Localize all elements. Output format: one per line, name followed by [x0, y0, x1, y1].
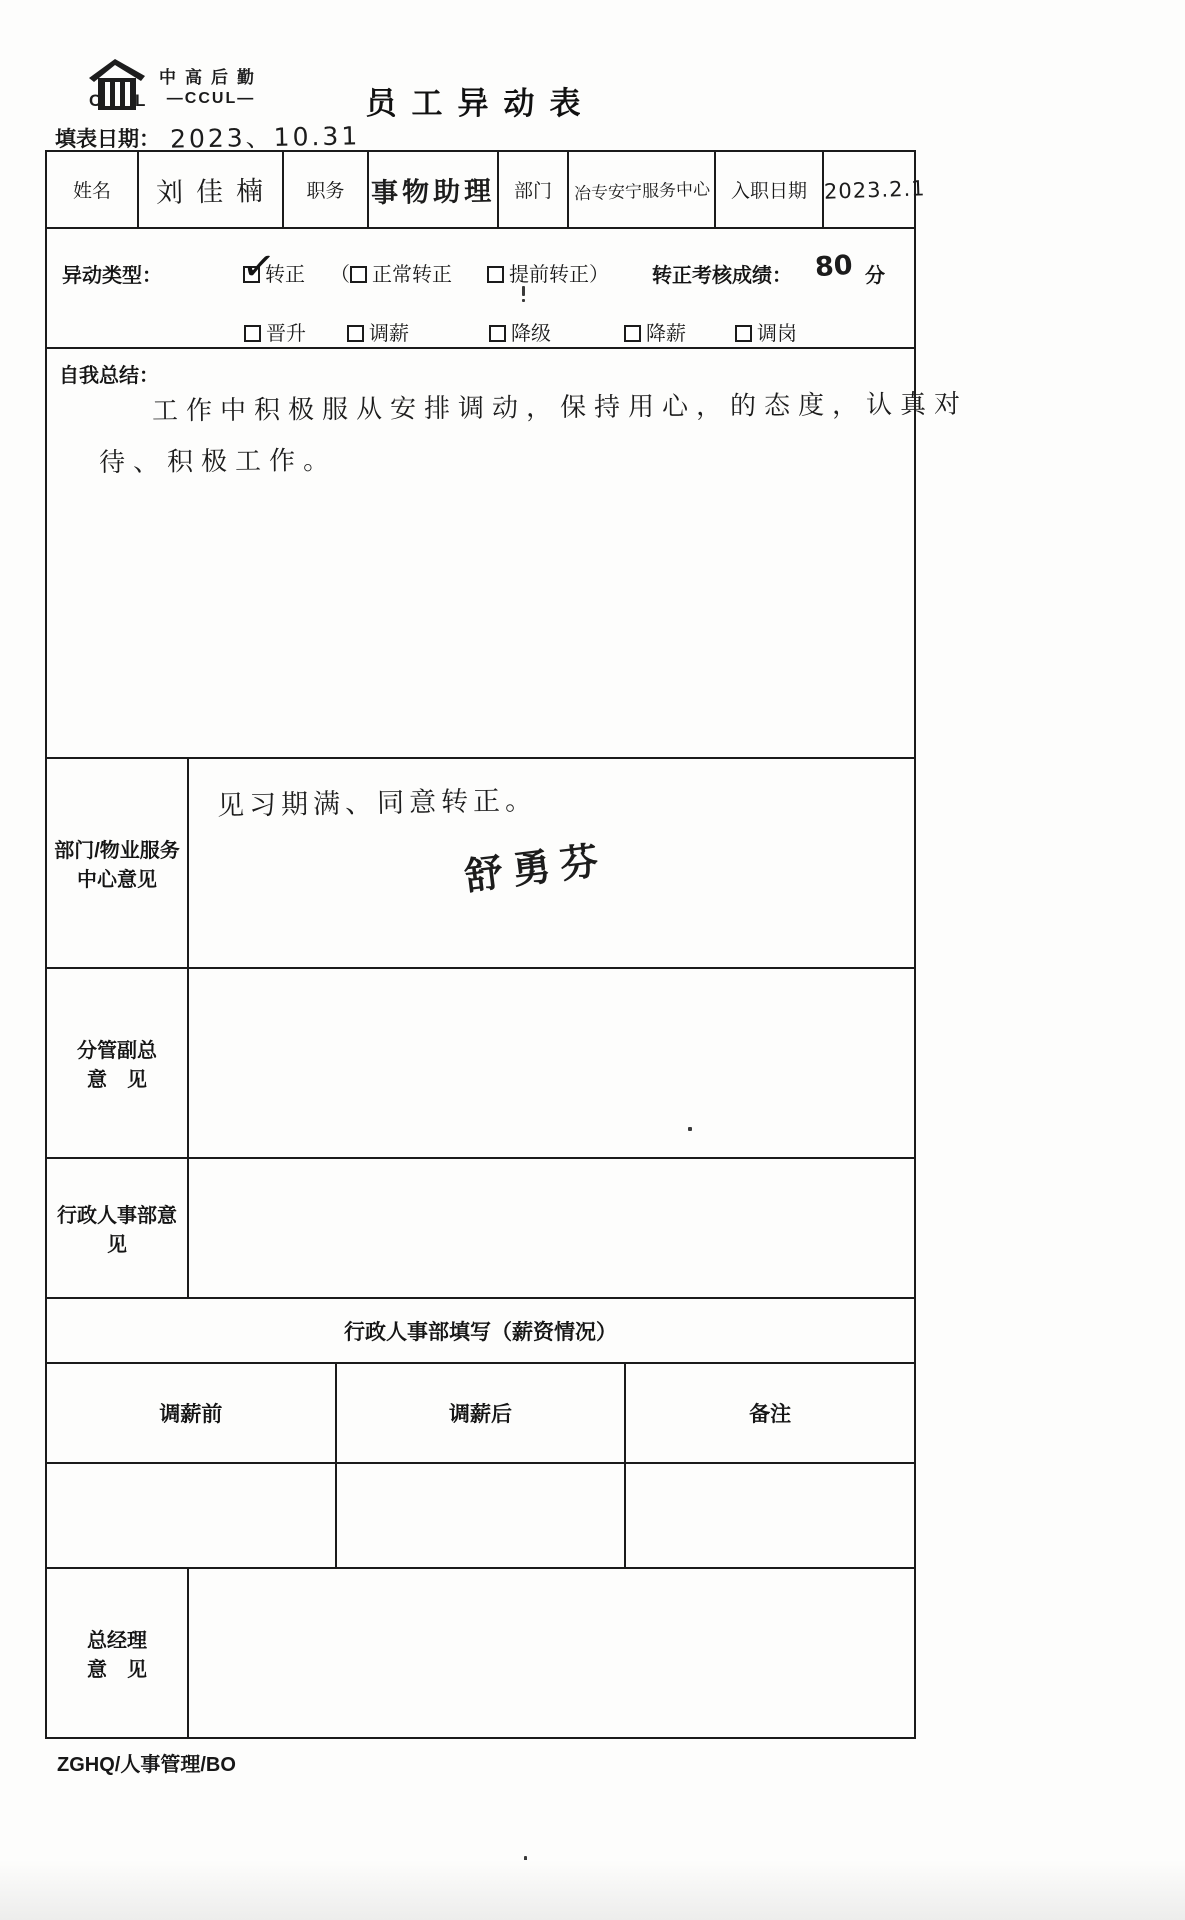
checkbox-checked-icon: [243, 266, 260, 283]
hr-opinion-row: [47, 1157, 914, 1297]
salary-columns-row: [47, 1362, 914, 1462]
salary-col-after-cell: [335, 1364, 625, 1462]
gm-opinion-content-cell: [187, 1569, 914, 1737]
dept-value-cell: [567, 152, 714, 227]
basic-info-row: [47, 152, 926, 227]
hr-opinion-content-cell: [187, 1159, 914, 1297]
form-table: [45, 150, 969, 1739]
dept-opinion-signature: 舒勇芬: [462, 837, 611, 899]
checkbox-unchecked-icon: [624, 325, 641, 342]
option-jinsheng: [244, 317, 306, 346]
name-label: 姓名: [72, 181, 111, 202]
hire-date-label: 入职日期: [730, 181, 807, 202]
salary-val-note-cell: [624, 1464, 914, 1567]
gm-opinion-label-cell: [47, 1569, 187, 1737]
hr-opinion-label: 行政人事部意见: [57, 1205, 177, 1256]
salary-header-row: [47, 1297, 914, 1362]
salary-col-before: 调薪前: [159, 1403, 223, 1426]
position-label: 职务: [306, 181, 345, 202]
option-normal-label: 正常转正: [372, 264, 452, 286]
gm-opinion-label-line2: 意 见: [87, 1659, 147, 1681]
paren-close: ）: [589, 264, 609, 286]
deputy-gm-label-line2: 意 见: [87, 1069, 147, 1091]
fill-date: [55, 118, 360, 154]
deputy-gm-label-line1: 分管副总: [77, 1040, 157, 1062]
self-summary-label: 自我总结：: [59, 365, 159, 387]
dept-opinion-row: [47, 757, 914, 967]
paren-open: （: [330, 264, 350, 286]
option-tiaogang-label: 调岗: [757, 323, 797, 345]
option-jiangxin: [624, 317, 686, 346]
scan-mark: [524, 1856, 527, 1865]
option-normal-zhuanzheng: [330, 258, 452, 287]
option-zhuanzheng-label: 转正: [265, 264, 305, 286]
checkbox-unchecked-icon: [735, 325, 752, 342]
position-label-cell: [282, 152, 367, 227]
option-jiangji-label: 降级: [511, 323, 551, 345]
self-summary-line1: 工作中积极服从安排调动，保持用心，的态度，认真对: [151, 389, 969, 427]
logo-company-abbr: —CCUL—: [166, 89, 256, 107]
salary-col-note-cell: [624, 1364, 914, 1462]
score-unit: 分: [865, 265, 885, 287]
deputy-gm-opinion-row: [47, 967, 914, 1157]
score-label: 转正考核成绩：: [652, 265, 792, 287]
salary-header: 行政人事部填写（薪资情况）: [344, 1320, 617, 1344]
scan-mark: [522, 299, 525, 302]
scan-mark: [687, 1862, 691, 1866]
salary-values-row: [47, 1462, 914, 1567]
checkbox-unchecked-icon: [350, 266, 367, 283]
self-summary-line2: 待、积极工作。: [98, 445, 338, 479]
salary-col-before-cell: [47, 1364, 335, 1462]
hr-opinion-label-cell: [47, 1159, 187, 1297]
fill-date-value: 2023、10.31: [169, 121, 361, 154]
salary-val-after-cell: [335, 1464, 625, 1567]
gm-opinion-label-line1: 总经理: [87, 1630, 147, 1652]
checkbox-unchecked-icon: [244, 325, 261, 342]
hire-date-label-cell: [714, 152, 822, 227]
option-tiaoxin-label: 调薪: [369, 323, 409, 345]
option-early-label: 提前转正: [509, 264, 589, 286]
scan-mark: [688, 1127, 692, 1131]
dept-value: 冶专安宁服务中心: [573, 179, 710, 205]
name-value: 刘佳楠: [155, 175, 276, 209]
salary-header-cell: [47, 1299, 914, 1362]
page-title: 员工异动表: [365, 86, 596, 121]
form-code: ZGHQ/人事管理/BO: [57, 1754, 236, 1776]
score-value: 80: [813, 249, 854, 284]
name-label-cell: [47, 152, 137, 227]
salary-col-note: 备注: [749, 1403, 792, 1426]
change-type-row: [47, 227, 914, 347]
checkbox-unchecked-icon: [489, 325, 506, 342]
change-type-label: 异动类型：: [62, 265, 162, 287]
fill-date-label: 填表日期：: [55, 128, 160, 151]
gm-opinion-row: [47, 1567, 914, 1737]
dept-opinion-label: 部门/物业服务中心意见: [54, 840, 180, 891]
option-early-zhuanzheng: [487, 258, 609, 287]
option-jiangxin-label: 降薪: [646, 323, 686, 345]
option-tiaogang: [735, 317, 797, 346]
dept-label: 部门: [513, 181, 552, 202]
self-summary-cell: [47, 349, 969, 757]
name-value-cell: [137, 152, 282, 227]
logo-company-name: 中高后勤: [159, 67, 263, 87]
option-tiaoxin: [347, 317, 409, 346]
scan-mark: [522, 286, 525, 296]
checkbox-unchecked-icon: [487, 266, 504, 283]
position-value-cell: [367, 152, 497, 227]
salary-col-after: 调薪后: [449, 1403, 512, 1426]
svg-text:L: L: [135, 91, 146, 110]
dept-opinion-comment: 见习期满、同意转正。: [216, 785, 538, 822]
option-zhuanzheng: [243, 258, 305, 287]
option-jiangji: [489, 317, 551, 346]
svg-text:C: C: [89, 91, 102, 110]
dept-opinion-content-cell: [187, 759, 914, 967]
change-type-cell: [47, 229, 914, 347]
dept-label-cell: [497, 152, 567, 227]
hire-date-value-cell: [822, 152, 926, 227]
position-value: 事物助理: [370, 175, 496, 210]
deputy-gm-content-cell: [187, 969, 914, 1157]
checkbox-unchecked-icon: [347, 325, 364, 342]
self-summary-row: [47, 347, 969, 757]
option-jinsheng-label: 晋升: [266, 323, 306, 345]
salary-val-before-cell: [47, 1464, 335, 1567]
hire-date-value: 2023.2.1: [823, 175, 926, 204]
deputy-gm-label-cell: [47, 969, 187, 1157]
dept-opinion-label-cell: [47, 759, 187, 967]
